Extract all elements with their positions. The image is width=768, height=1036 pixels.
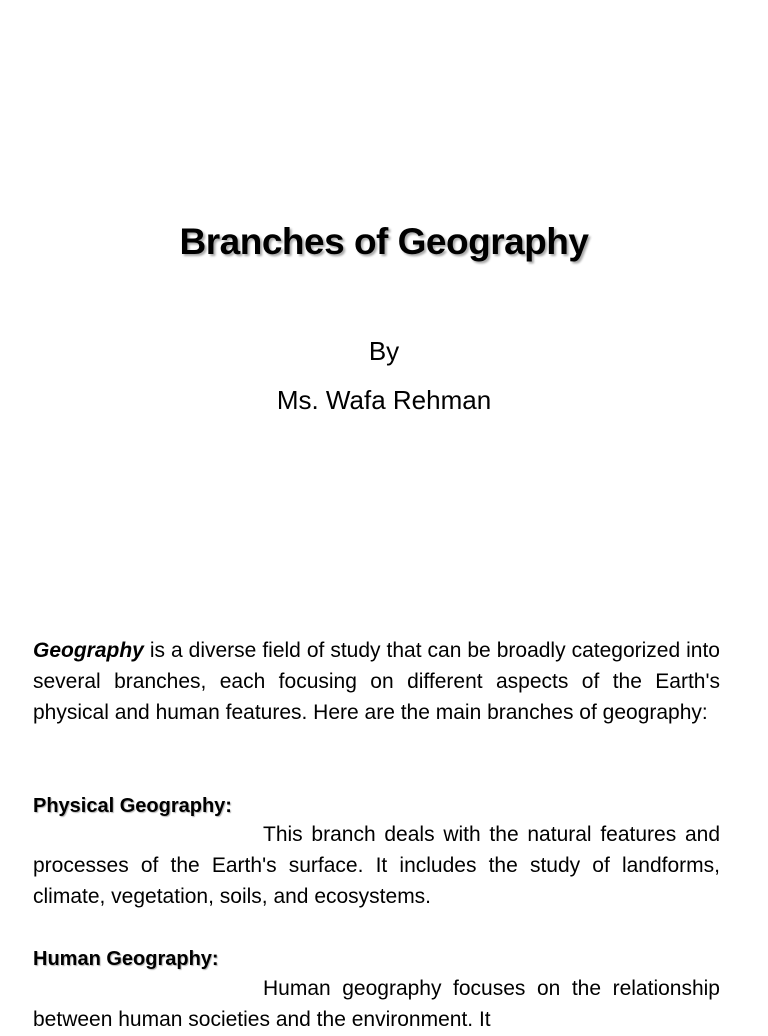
intro-lead-term: Geography: [33, 639, 144, 662]
physical-geography-text: This branch deals with the natural features and processes of the Earth's surface. It includes the study of landforms, climate, vegetation, soils, and ecosystems.: [33, 823, 720, 908]
physical-geography-heading: Physical Geography:: [33, 795, 232, 817]
human-geography-text: Human geography focuses on the relationship between human societies and the environment. It: [33, 977, 720, 1031]
human-geography-heading: Human Geography:: [33, 948, 219, 970]
slide-title: Branches of Geography: [179, 221, 589, 262]
intro-paragraph: [33, 636, 720, 728]
byline-by: By: [368, 336, 400, 366]
intro-text: is a diverse field of study that can be broadly categorized into several branches, each focusing on different aspects of the Earth's physical and human features. Here are the main branches of geography:: [33, 639, 720, 724]
author-name: Ms. Wafa Rehman: [276, 385, 492, 415]
